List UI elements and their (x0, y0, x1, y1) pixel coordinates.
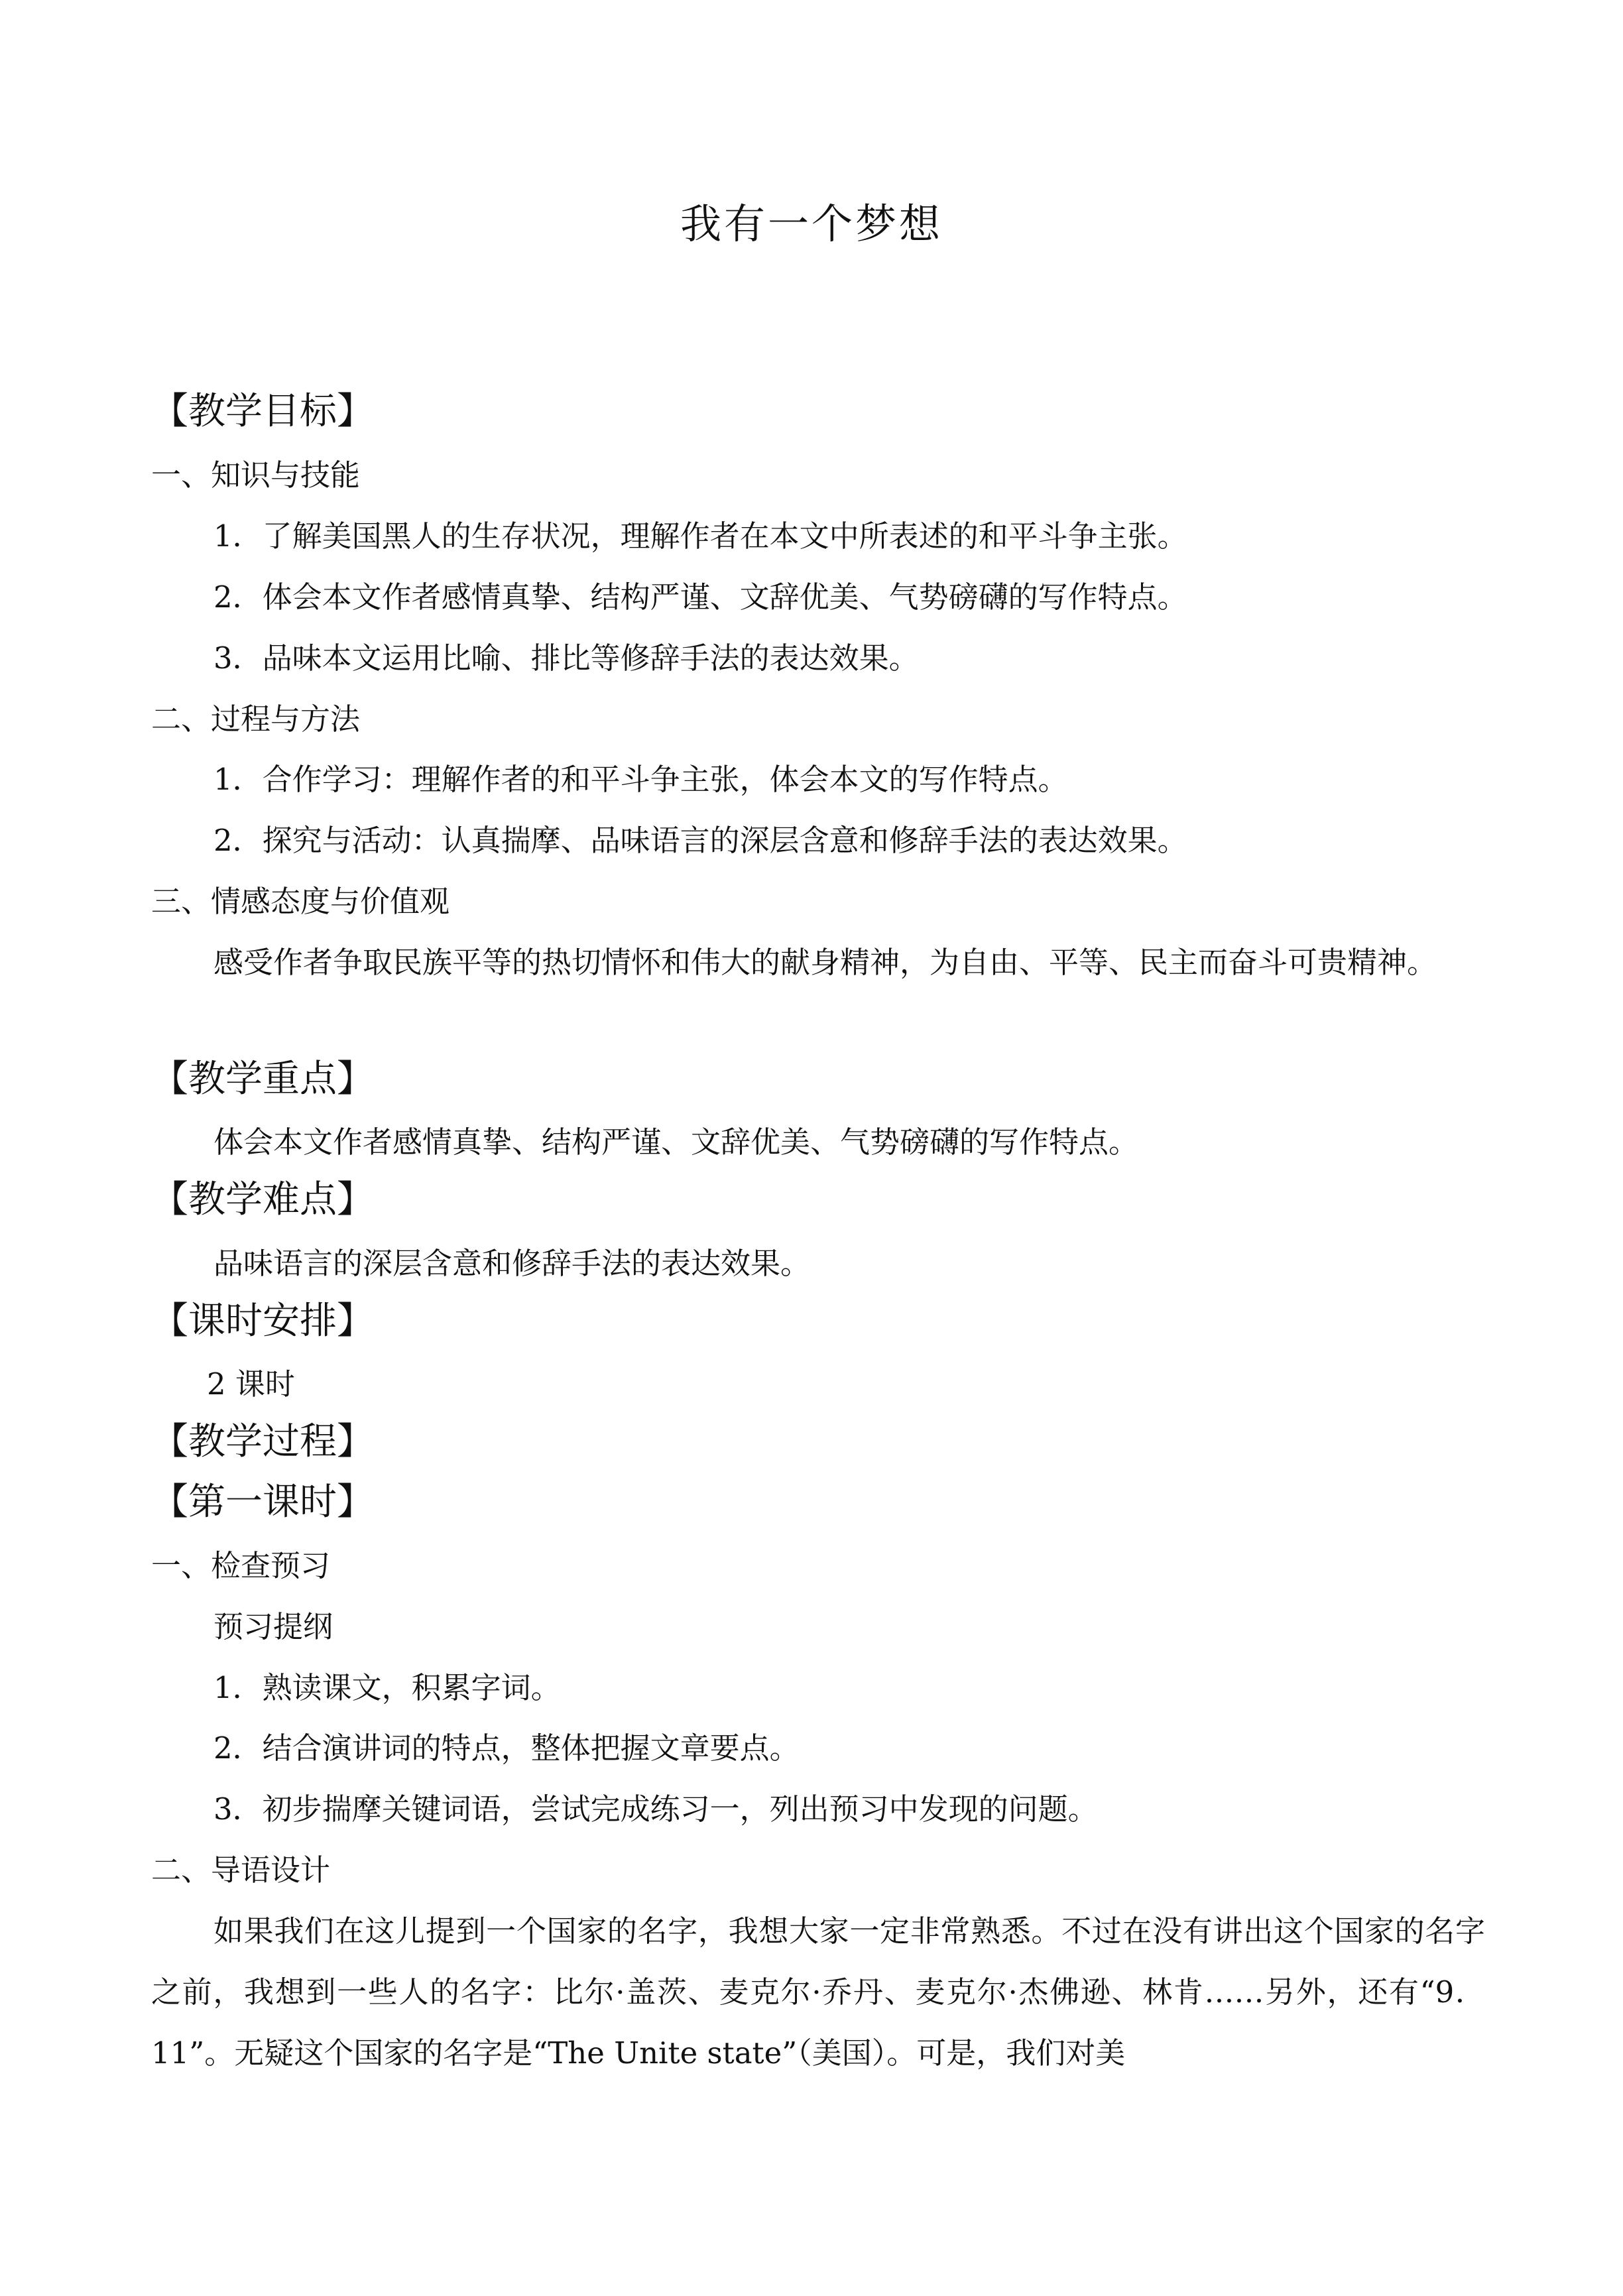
section2-item: 2．探究与活动：认真揣摩、品味语言的深层含意和修辞手法的表达效果。 (213, 823, 1187, 858)
key-points-text: 体会本文作者感情真挚、结构严谨、文辞优美、气势磅礴的写作特点。 (213, 1124, 1139, 1160)
section2-item: 1．合作学习：理解作者的和平斗争主张，体会本文的写作特点。 (213, 762, 1068, 797)
preview-title: 一、检查预习 (151, 1548, 331, 1583)
process-heading: 【教学过程】 (151, 1420, 374, 1463)
difficulties-text: 品味语言的深层含意和修辞手法的表达效果。 (213, 1246, 811, 1281)
preview-item: 2．结合演讲词的特点，整体把握文章要点。 (213, 1730, 800, 1766)
intro-paragraph: 如果我们在这儿提到一个国家的名字，我想大家一定非常熟悉。不过在没有讲出这个国家的名字之前，我想到一些人的名字：比尔·盖茨、麦克尔·乔丹、麦克尔·杰佛逊、林肯……另外，还有“9．11”。无疑这个国家的名字是“The Unite state”（美国）。可是，我们对美 (151, 1913, 1485, 2071)
section1-title: 一、知识与技能 (151, 457, 361, 493)
section1-item: 3．品味本文运用比喻、排比等修辞手法的表达效果。 (213, 640, 919, 676)
goals-heading: 【教学目标】 (151, 390, 374, 433)
preview-item: 1．熟读课文，积累字词。 (213, 1670, 561, 1705)
section1-item: 2．体会本文作者感情真挚、结构严谨、文辞优美、气势磅礴的写作特点。 (213, 579, 1187, 615)
section2-title: 二、过程与方法 (151, 701, 361, 737)
difficulties-heading: 【教学难点】 (151, 1178, 374, 1221)
schedule-text: 2 课时 (207, 1366, 295, 1402)
lesson1-heading: 【第一课时】 (151, 1480, 374, 1524)
key-points-heading: 【教学重点】 (151, 1057, 374, 1101)
preview-outline-label: 预习提纲 (213, 1609, 333, 1644)
section1-item: 1．了解美国黑人的生存状况，理解作者在本文中所表述的和平斗争主张。 (213, 518, 1187, 554)
section3-title: 三、情感态度与价值观 (151, 884, 450, 919)
schedule-heading: 【课时安排】 (151, 1299, 374, 1343)
section3-paragraph: 感受作者争取民族平等的热切情怀和伟大的献身精神，为自由、平等、民主而奋斗可贵精神。 (213, 945, 1437, 980)
page-title: 我有一个梦想 (680, 200, 943, 248)
preview-item: 3．初步揣摩关键词语，尝试完成练习一，列出预习中发现的问题。 (213, 1791, 1098, 1827)
intro-title: 二、导语设计 (151, 1852, 331, 1888)
